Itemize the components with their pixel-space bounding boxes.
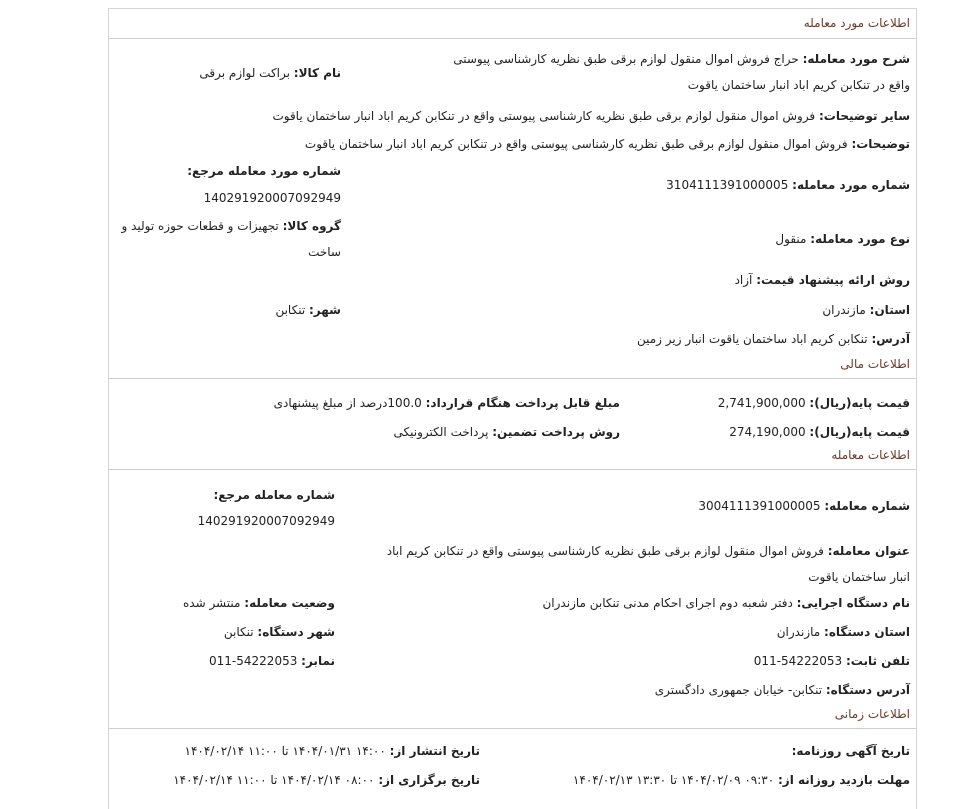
hold-date-label: تاریخ برگزاری از: (378, 773, 480, 787)
section-title-deal-info: اطلاعات مورد معامله (803, 16, 910, 30)
notes-label: توضیحات: (851, 137, 910, 151)
base-price-label: قیمت پایه(ریال): (809, 396, 910, 410)
goods-group-value: تجهیزات و قطعات حوزه تولید و ساخت (121, 219, 341, 259)
transaction-title-label: عنوان معامله: (827, 544, 910, 558)
guarantee-method-value: پرداخت الکترونیکی (393, 425, 489, 439)
price-offer-method-label: روش ارائه پیشنهاد قیمت: (756, 273, 910, 287)
org-address (655, 681, 910, 699)
other-description-label: سایر توضیحات: (819, 109, 910, 123)
publish-date-value: ۱۴:۰۰ ۱۴۰۴/۰۱/۳۱ تا ۱۱:۰۰ ۱۴۰۴/۰۲/۱۴ (184, 744, 386, 758)
province (822, 301, 910, 319)
transaction-title-value: فروش اموال منقول لوازم برقی طبق نظریه کارشناسی پیوستی واقع در تنکابن کریم اباد انبار ساختمان یاقوت (386, 544, 910, 584)
deal-description-label: شرح مورد معامله: (802, 52, 910, 66)
newspaper-date (792, 742, 910, 760)
publish-date (185, 742, 480, 760)
city-value: تنکابن (275, 303, 306, 317)
contract-payable (274, 394, 620, 412)
org-province (777, 623, 910, 641)
fax-label: نمابر: (301, 654, 335, 668)
city (275, 301, 341, 319)
divider (109, 469, 916, 470)
province-label: استان: (869, 303, 910, 317)
org-province-value: مازندران (776, 625, 821, 639)
guarantee-method (394, 423, 620, 441)
deal-number (666, 176, 910, 194)
fax (209, 652, 335, 670)
guarantee-method-label: روش پرداخت تضمین: (492, 425, 620, 439)
newspaper-date-label: تاریخ آگهی روزنامه: (791, 744, 910, 758)
guarantee-price-value: 274,190,000 (729, 425, 806, 439)
phone (754, 652, 910, 670)
executive-org-value: دفتر شعبه دوم اجرای احکام مدنی تنکابن مازندران (542, 596, 793, 610)
org-province-label: استان دستگاه: (824, 625, 910, 639)
hold-date (173, 771, 480, 789)
transaction-status (183, 594, 335, 612)
divider (109, 38, 916, 39)
city-label: شهر: (309, 303, 341, 317)
org-city (224, 623, 335, 641)
phone-value: 54222053-011 (753, 654, 843, 668)
section-title-timing: اطلاعات زمانی (834, 707, 910, 721)
transaction-number-value: 3004111391000005 (698, 499, 821, 513)
visit-deadline-label: مهلت بازدید روزانه از: (778, 773, 910, 787)
deal-number-label: شماره مورد معامله: (792, 178, 910, 192)
deal-ref-number-label: شماره مورد معامله مرجع: (187, 164, 341, 178)
phone-label: تلفن ثابت: (845, 654, 910, 668)
deal-type-value: منقول (775, 232, 807, 246)
publish-date-label: تاریخ انتشار از: (389, 744, 480, 758)
section-title-transaction: اطلاعات معامله (831, 448, 910, 462)
fax-value: 54222053-011 (209, 654, 298, 668)
deal-description-value: حراج فروش اموال منقول لوازم برقی طبق نظریه کارشناسی پیوستی واقع در تنکابن کریم اباد انبار ساختمان یاقوت (453, 52, 910, 92)
visit-deadline (573, 771, 910, 789)
province-value: مازندران (822, 303, 866, 317)
transaction-status-value: منتشر شده (182, 596, 241, 610)
guarantee-price-label: قیمت پایه(ریال): (809, 425, 910, 439)
deal-ref-number (187, 162, 341, 180)
transaction-ref-number-value: 140291920007092949 (197, 514, 335, 528)
other-description (272, 107, 910, 125)
other-description-value: فروش اموال منقول لوازم برقی طبق نظریه کارشناسی پیوستی واقع در تنکابن کریم اباد انبار ساختمان یاقوت (272, 109, 816, 123)
org-address-value: تنکابن- خیابان جمهوری دادگستری (654, 683, 823, 697)
base-price-value: 2,741,900,000 (717, 396, 806, 410)
transaction-ref-number-label: شماره معامله مرجع: (213, 488, 335, 502)
base-price (718, 394, 910, 412)
address (637, 330, 910, 348)
visit-deadline-value: ۰۹:۳۰ ۱۴۰۴/۰۲/۰۹ تا ۱۳:۳۰ ۱۴۰۴/۰۲/۱۳ (572, 773, 775, 787)
org-city-label: شهر دستگاه: (257, 625, 335, 639)
divider (109, 728, 916, 729)
contract-payable-value: 100.0درصد از مبلغ پیشنهادی (273, 396, 422, 410)
deal-type-label: نوع مورد معامله: (810, 232, 910, 246)
transaction-title (370, 538, 910, 590)
org-address-label: آدرس دستگاه: (825, 683, 910, 697)
transaction-number-label: شماره معامله: (824, 499, 910, 513)
deal-ref-number-value: 140291920007092949 (203, 191, 341, 205)
address-label: آدرس: (871, 332, 910, 346)
section-title-financial: اطلاعات مالی (840, 357, 910, 371)
contract-payable-label: مبلغ قابل پرداخت هنگام قرارداد: (425, 396, 620, 410)
notes (305, 135, 910, 153)
org-city-value: تنکابن (223, 625, 254, 639)
transaction-ref-number (213, 486, 335, 504)
price-offer-method (735, 271, 910, 289)
executive-org-label: نام دستگاه اجرایی: (796, 596, 910, 610)
hold-date-value: ۰۸:۰۰ ۱۴۰۴/۰۲/۱۴ تا ۱۱:۰۰ ۱۴۰۴/۰۲/۱۴ (173, 773, 375, 787)
goods-name-value: براکت لوازم برقی (199, 66, 290, 80)
goods-name (199, 64, 341, 82)
deal-type (775, 230, 910, 248)
goods-group (101, 213, 341, 265)
guarantee-price (729, 423, 910, 441)
deal-number-value: 3104111391000005 (666, 178, 789, 192)
price-offer-method-value: آزاد (734, 273, 753, 287)
notes-value: فروش اموال منقول لوازم برقی طبق نظریه کارشناسی پیوستی واقع در تنکابن کریم اباد انبار ساختمان یاقوت (304, 137, 848, 151)
transaction-status-label: وضعیت معامله: (244, 596, 335, 610)
deal-description (440, 46, 910, 98)
transaction-number (698, 497, 910, 515)
goods-name-label: نام کالا: (293, 66, 341, 80)
address-value: تنکابن کریم اباد ساختمان یاقوت انبار زیر زمین (637, 332, 868, 346)
executive-org (542, 594, 910, 612)
divider (109, 378, 916, 379)
goods-group-label: گروه کالا: (282, 219, 341, 233)
